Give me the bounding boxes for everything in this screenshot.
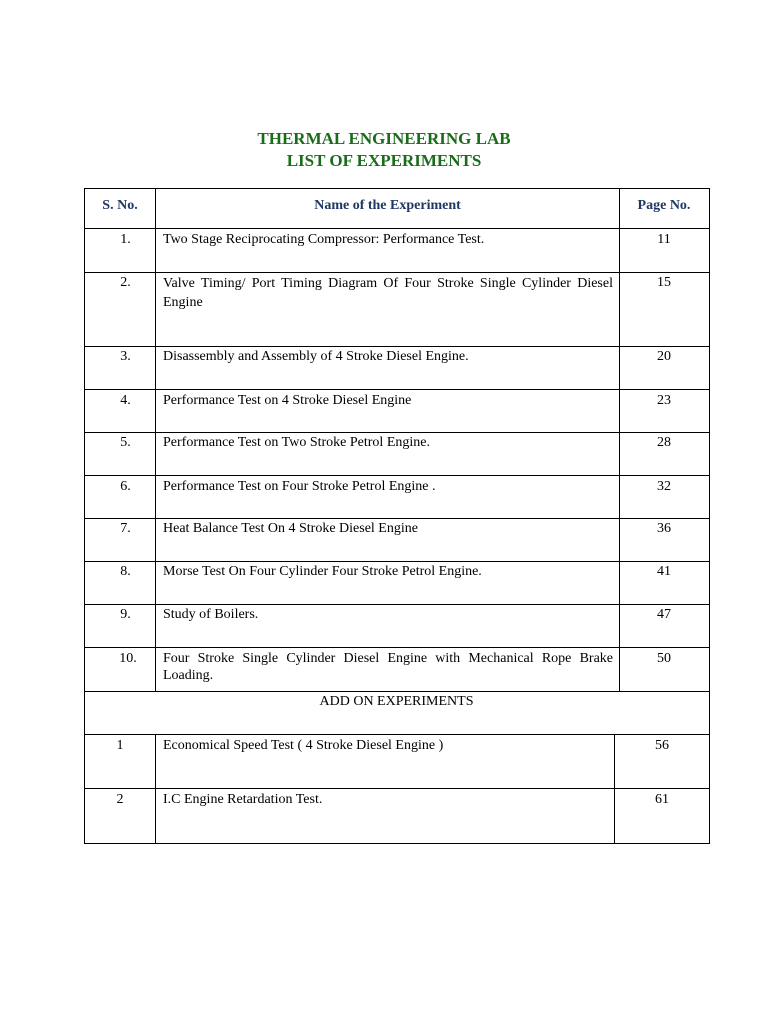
row-divider — [84, 228, 710, 229]
row-divider — [84, 604, 710, 605]
row-3-name: Disassembly and Assembly of 4 Stroke Diesel Engine. — [163, 349, 469, 364]
row-10-name: Four Stroke Single Cylinder Diesel Engine with Mechanical Rope Brake Loading. — [163, 651, 613, 683]
row-8-name: Morse Test On Four Cylinder Four Stroke Petrol Engine. — [163, 564, 482, 579]
row-divider — [84, 346, 710, 347]
row-6-name: Performance Test on Four Stroke Petrol Engine . — [163, 479, 436, 494]
row-divider — [84, 389, 710, 390]
row-10-page: 50 — [657, 651, 671, 666]
row-divider — [84, 647, 710, 648]
row-6-page: 32 — [657, 479, 671, 494]
row-3-sno: 3. — [120, 349, 131, 364]
row-divider — [84, 475, 710, 476]
row-1-name: Two Stage Reciprocating Compressor: Performance Test. — [163, 232, 485, 247]
row-2-page: 15 — [657, 275, 671, 290]
addon-row-1-page: 56 — [655, 738, 669, 753]
row-9-name: Study of Boilers. — [163, 607, 259, 622]
table-border-right — [709, 188, 710, 844]
row-7-name: Heat Balance Test On 4 Stroke Diesel Engine — [163, 521, 418, 536]
row-3-page: 20 — [657, 349, 671, 364]
header-name: Name of the Experiment — [314, 198, 461, 213]
addon-row-1-sno: 1 — [116, 738, 124, 753]
column-divider — [614, 734, 615, 843]
row-9-sno: 9. — [120, 607, 131, 622]
row-divider — [84, 734, 710, 735]
row-5-page: 28 — [657, 435, 671, 450]
row-6-sno: 6. — [120, 479, 131, 494]
row-1-page: 11 — [657, 232, 671, 247]
table-border-bottom — [84, 843, 710, 844]
table-border-top — [84, 188, 710, 189]
addon-row-2-page: 61 — [655, 792, 669, 807]
row-2-sno: 2. — [120, 275, 131, 290]
addon-row-1-name: Economical Speed Test ( 4 Stroke Diesel Engine ) — [163, 738, 444, 753]
row-2-name: Valve Timing/ Port Timing Diagram Of Four Stroke Single Cylinder Diesel Engine — [163, 276, 613, 310]
row-7-page: 36 — [657, 521, 671, 536]
header-sno: S. No. — [102, 198, 138, 213]
row-divider — [84, 561, 710, 562]
row-9-page: 47 — [657, 607, 671, 622]
row-4-page: 23 — [657, 393, 671, 408]
table-border-left — [84, 188, 85, 844]
row-5-name: Performance Test on Two Stroke Petrol Engine. — [163, 435, 430, 450]
row-divider — [84, 691, 710, 692]
column-divider — [155, 734, 156, 843]
row-8-sno: 8. — [120, 564, 131, 579]
addon-section-label: ADD ON EXPERIMENTS — [319, 694, 474, 709]
row-1-sno: 1. — [120, 232, 131, 247]
row-divider — [84, 272, 710, 273]
row-4-sno: 4. — [120, 393, 131, 408]
column-divider — [619, 188, 620, 691]
row-8-page: 41 — [657, 564, 671, 579]
row-divider — [84, 432, 710, 433]
row-divider — [84, 788, 710, 789]
row-10-sno: 10. — [119, 651, 137, 666]
row-5-sno: 5. — [120, 435, 131, 450]
document-title: THERMAL ENGINEERING LAB — [257, 129, 511, 148]
addon-row-2-name: I.C Engine Retardation Test. — [163, 792, 323, 807]
row-7-sno: 7. — [120, 521, 131, 536]
addon-row-2-sno: 2 — [116, 792, 124, 807]
row-4-name: Performance Test on 4 Stroke Diesel Engine — [163, 393, 412, 408]
row-divider — [84, 518, 710, 519]
column-divider — [155, 188, 156, 691]
header-page: Page No. — [637, 198, 691, 213]
document-subtitle: LIST OF EXPERIMENTS — [286, 151, 482, 170]
